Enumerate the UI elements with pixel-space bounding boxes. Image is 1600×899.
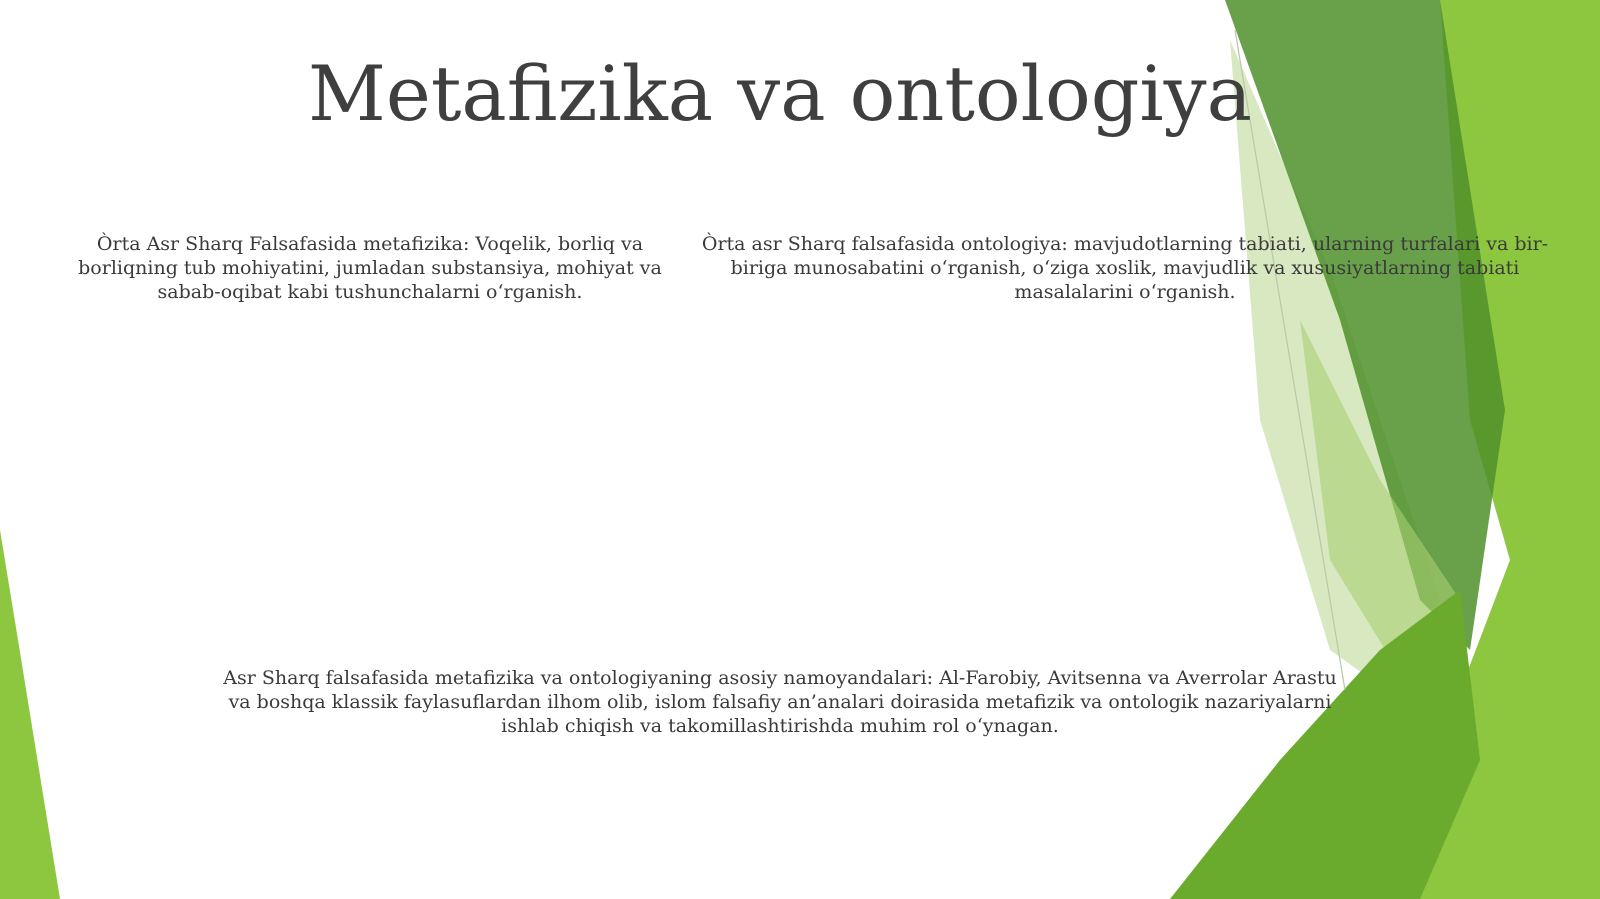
lower-green-facet: [1170, 590, 1480, 899]
left-green-sliver: [0, 530, 60, 899]
slide-title: Metafizika va ontologiya: [308, 49, 1252, 138]
paragraph-ontologiya: Òrta asr Sharq falsafasida ontologiya: mavjudotlarning tabiati, ularning turfalari va bir-biriga munosabatini oʻrganish, oʻziga xoslik, mavjudlik va xususiyatlarning tabiati masalalarini oʻrganish.: [701, 233, 1549, 303]
paragraph-metafizika: Òrta Asr Sharq Falsafasida metafizika: Voqelik, borliq va borliqning tub mohiyatini, jumladan substansiya, mohiyat va sabab-oqibat kabi tushunchalarni oʻrganish.: [78, 233, 662, 303]
paragraph-namoyandalar: Asr Sharq falsafasida metafizika va ontologiyaning asosiy namoyandalari: Al-Farobiy, Avitsenna va Averrolar Arastu va boshqa klassik faylasuflardan ilhom olib, islom falsafiy an’analari doirasida metafizik va ontologik nazariyalarni ishlab chiqish va takomillashtirishda muhim rol oʻynagan.: [223, 667, 1337, 737]
